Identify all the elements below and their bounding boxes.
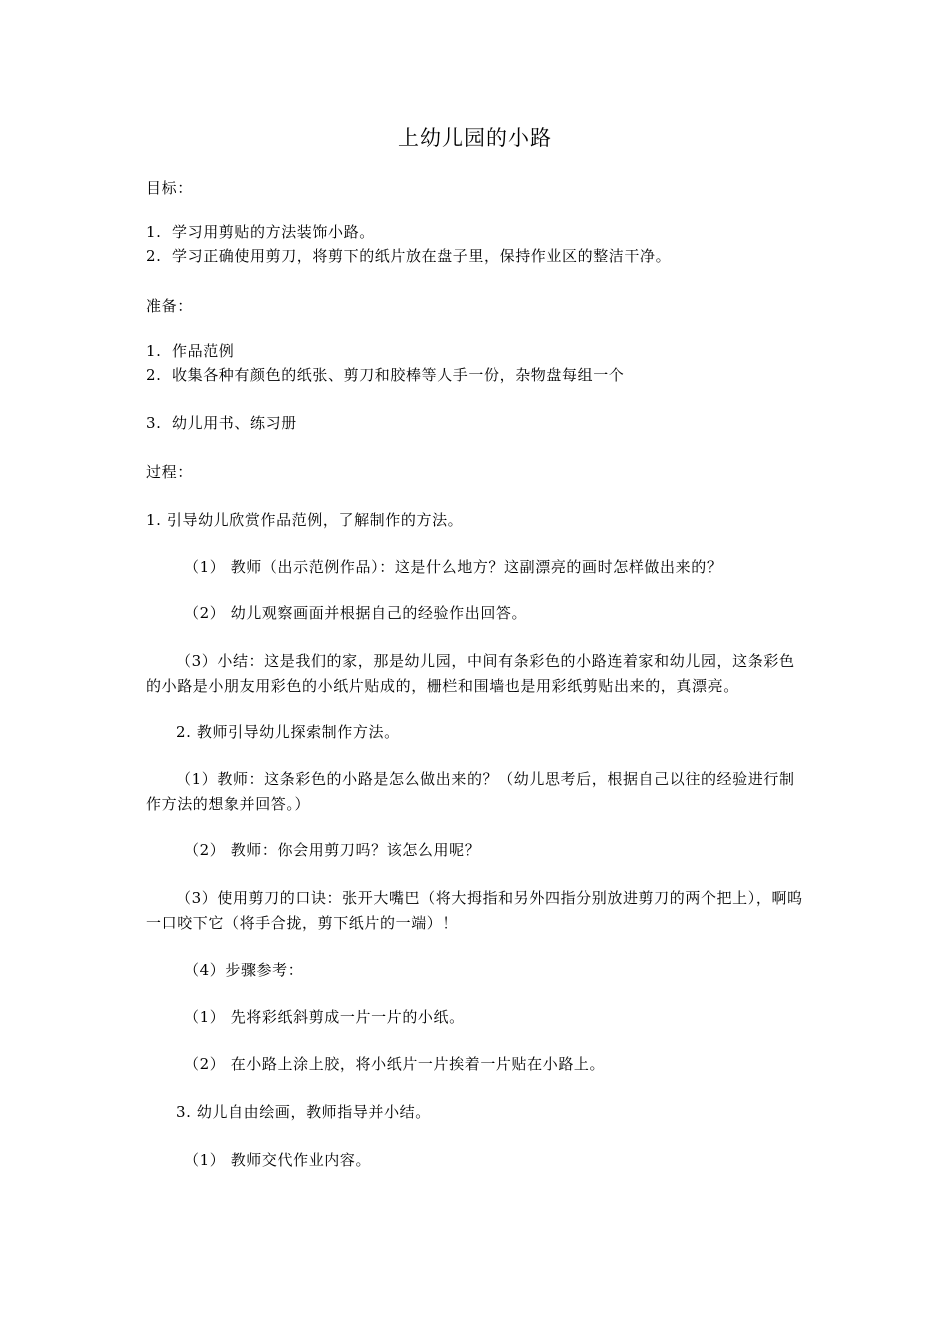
prep-heading: 准备： bbox=[146, 297, 193, 315]
prep-item bbox=[146, 411, 297, 435]
goal-item bbox=[146, 220, 375, 244]
goal-item-text: 学习正确使用剪刀，将剪下的纸片放在盘子里，保持作业区的整洁干净。 bbox=[172, 247, 672, 265]
goal-item bbox=[146, 244, 671, 268]
goal-item-number: 1. bbox=[146, 223, 162, 241]
process-step-1-item: （1） 教师（出示范例作品）：这是什么地方？这副漂亮的画时怎样做出来的？ bbox=[184, 558, 723, 576]
process-step-1: 1. 引导幼儿欣赏作品范例，了解制作的方法。 bbox=[146, 511, 464, 529]
process-step-2-item: （2） 教师：你会用剪刀吗？该怎么用呢？ bbox=[184, 841, 481, 859]
goal-heading: 目标： bbox=[146, 179, 193, 197]
process-step-3: 3. 幼儿自由绘画，教师指导并小结。 bbox=[176, 1103, 431, 1121]
goal-item-number: 2. bbox=[146, 247, 162, 265]
process-heading: 过程： bbox=[146, 463, 193, 481]
prep-item-text: 幼儿用书、练习册 bbox=[172, 414, 297, 432]
goal-item-text: 学习用剪贴的方法装饰小路。 bbox=[172, 223, 375, 241]
process-step-3-item: （1） 教师交代作业内容。 bbox=[184, 1151, 372, 1169]
prep-item-text: 作品范例 bbox=[172, 342, 235, 360]
process-step-2-substep: （2） 在小路上涂上胶，将小纸片一片挨着一片贴在小路上。 bbox=[184, 1055, 606, 1073]
process-step-2-item: （1）教师：这条彩色的小路是怎么做出来的？（幼儿思考后，根据自己以往的经验进行制作方法的想象并回答。） bbox=[146, 770, 795, 813]
prep-item-text: 收集各种有颜色的纸张、剪刀和胶棒等人手一份，杂物盘每组一个 bbox=[172, 366, 625, 384]
document-title: 上幼儿园的小路 bbox=[398, 126, 552, 150]
prep-item bbox=[146, 339, 234, 363]
prep-item bbox=[146, 363, 624, 387]
prep-item-number: 3. bbox=[146, 414, 162, 432]
process-step-2-substep: （1） 先将彩纸斜剪成一片一片的小纸。 bbox=[184, 1008, 465, 1026]
process-step-2-item: （4）步骤参考： bbox=[184, 961, 304, 979]
process-step-2-item: （3）使用剪刀的口诀：张开大嘴巴（将大拇指和另外四指分别放进剪刀的两个把上），啊呜一口咬下它（将手合拢，剪下纸片的一端）！ bbox=[146, 889, 803, 932]
prep-item-number: 1. bbox=[146, 342, 162, 360]
prep-item-number: 2. bbox=[146, 366, 162, 384]
process-step-1-summary: （3）小结：这是我们的家，那是幼儿园，中间有条彩色的小路连着家和幼儿园，这条彩色的小路是小朋友用彩色的小纸片贴成的，栅栏和围墙也是用彩纸剪贴出来的，真漂亮。 bbox=[146, 652, 795, 695]
process-step-1-item: （2） 幼儿观察画面并根据自己的经验作出回答。 bbox=[184, 604, 528, 622]
process-step-2: 2. 教师引导幼儿探索制作方法。 bbox=[176, 723, 400, 741]
